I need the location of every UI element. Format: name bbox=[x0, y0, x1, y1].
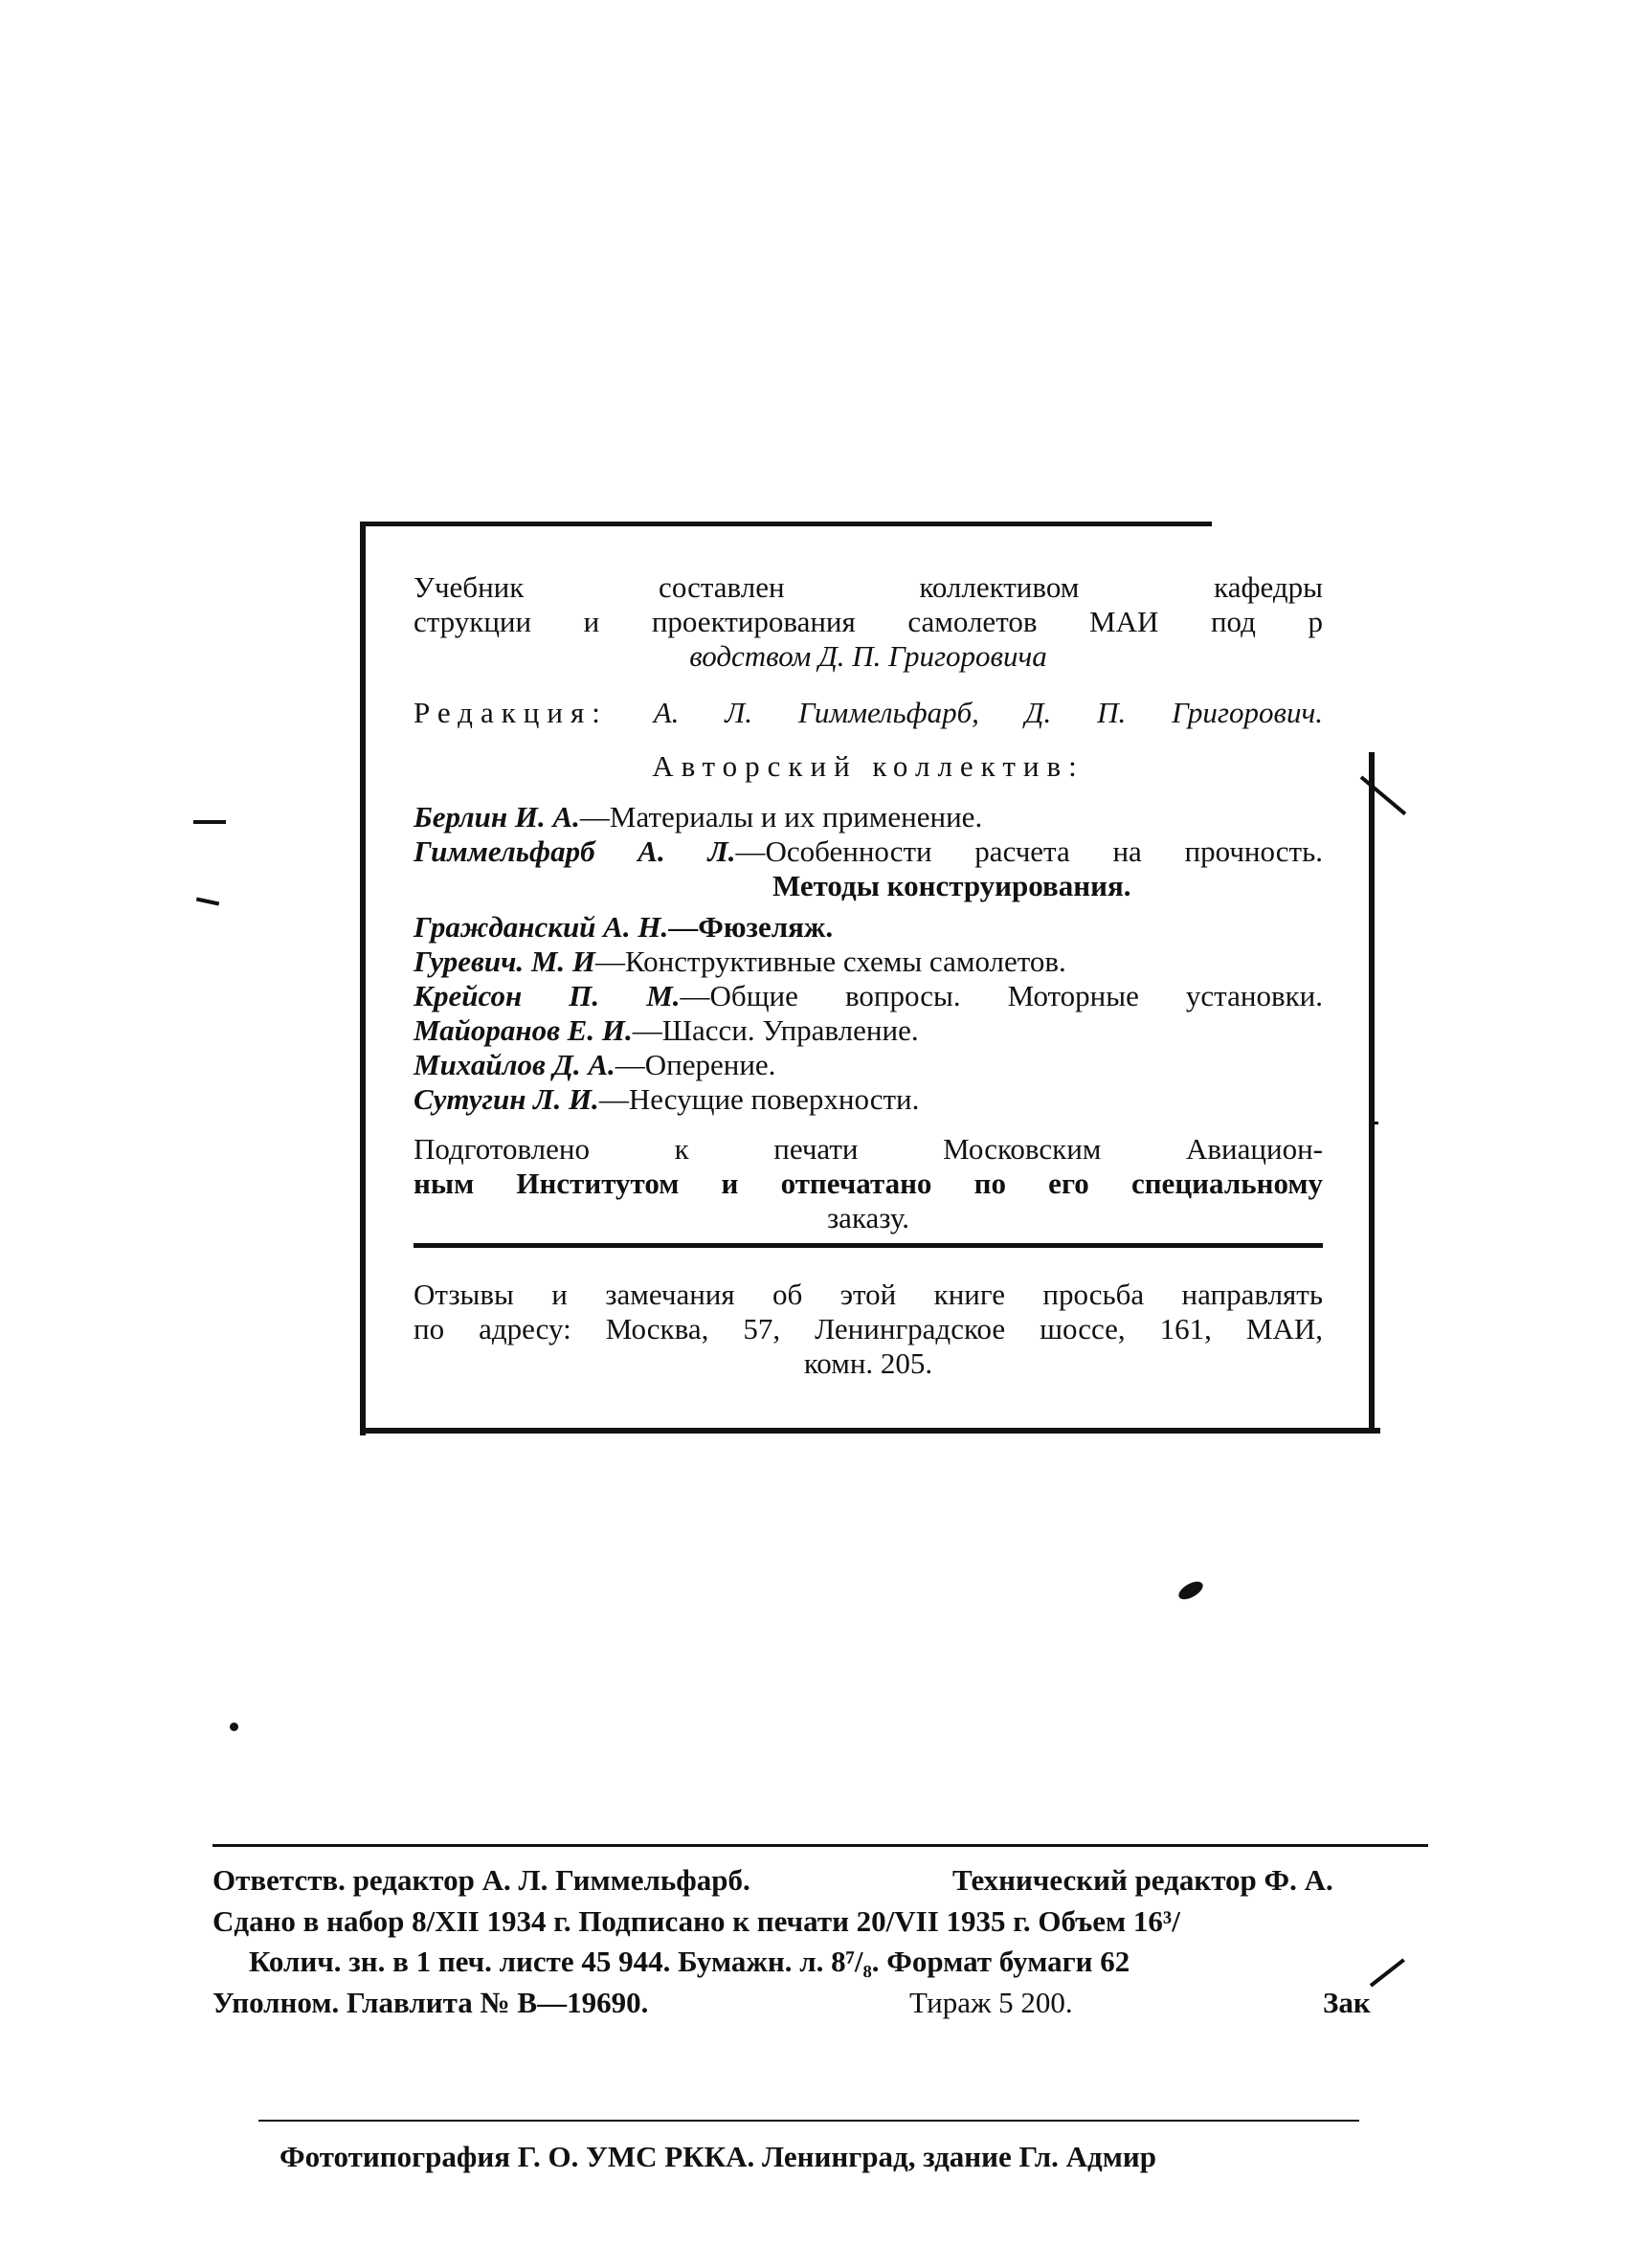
intro-line-2: струкции и проектирования самолетов МАИ под р bbox=[414, 605, 1323, 638]
imprint-rule-bottom bbox=[258, 2120, 1359, 2122]
imprint-print-run: Тираж 5 200. bbox=[909, 1986, 1073, 2019]
frame-bottom-border bbox=[366, 1428, 1380, 1434]
scan-mark bbox=[230, 1723, 238, 1731]
prepared-line-3: заказу. bbox=[826, 1201, 910, 1234]
frame-top-border bbox=[360, 522, 1212, 526]
author-topic: —Оперение. bbox=[615, 1048, 776, 1081]
scan-mark bbox=[1370, 1958, 1405, 1987]
author-row bbox=[414, 1048, 1323, 1082]
author-row bbox=[414, 1082, 1323, 1117]
intro-line-1: Учебник составлен коллективом кафедры bbox=[414, 570, 1323, 604]
author-row bbox=[414, 910, 1323, 945]
author-row bbox=[414, 979, 1323, 1013]
imprint-rule-top bbox=[213, 1844, 1428, 1847]
scan-mark bbox=[193, 820, 226, 824]
author-name: Михайлов Д. А. bbox=[414, 1048, 615, 1081]
feedback-line-1: Отзывы и замечания об этой книге просьба направлять bbox=[414, 1278, 1323, 1311]
author-name: Крейсон П. М. bbox=[414, 979, 681, 1012]
author-name: Гиммельфарб А. Л. bbox=[414, 834, 736, 868]
scan-mark bbox=[1371, 1122, 1378, 1124]
imprint-dates: Сдано в набор 8/XII 1934 г. Подписано к печати 20/VII 1935 г. Объем 16³/ bbox=[213, 1904, 1180, 1938]
author-topic: —Особенности расчета на прочность. bbox=[735, 834, 1323, 868]
feedback-line-3: комн. 205. bbox=[803, 1346, 933, 1380]
author-topic: —Материалы и их применение. bbox=[579, 800, 983, 834]
imprint-printer: Фототипография Г. О. УМС РККА. Ленинград, здание Гл. Адмир bbox=[280, 2140, 1156, 2173]
author-name: Сутугин Л. И. bbox=[414, 1082, 599, 1116]
author-name: Берлин И. А. bbox=[414, 800, 580, 834]
editors-line bbox=[414, 696, 1323, 730]
author-topic: —Общие вопросы. Моторные установки. bbox=[680, 979, 1323, 1012]
author-row bbox=[414, 1013, 1323, 1048]
editors-label: Редакция: bbox=[414, 696, 608, 729]
author-name: Гражданский А. Н. bbox=[414, 910, 669, 944]
section-divider bbox=[414, 1243, 1323, 1248]
scan-mark bbox=[1360, 775, 1407, 815]
author-topic: —Фюзеляж. bbox=[668, 910, 834, 944]
scan-mark bbox=[196, 898, 219, 906]
collective-title: Авторский коллектив: bbox=[652, 749, 1085, 783]
author-topic: —Конструктивные схемы самолетов. bbox=[595, 945, 1066, 978]
author-name: Майоранов Е. И. bbox=[414, 1013, 633, 1047]
frame-left-border bbox=[360, 522, 366, 1435]
author-topic: —Несущие поверхности. bbox=[598, 1082, 920, 1116]
author-row bbox=[414, 834, 1323, 869]
editors-names: А. Л. Гиммельфарб, Д. П. Григорович. bbox=[653, 696, 1324, 729]
intro-line-3: водством Д. П. Григоровича bbox=[689, 639, 1047, 673]
imprint-responsible-editor: Ответств. редактор А. Л. Гиммельфарб. bbox=[213, 1863, 750, 1897]
author-row bbox=[414, 945, 1323, 979]
imprint-order: Зак bbox=[1323, 1986, 1371, 2019]
imprint-glavlit: Уполном. Главлита № В—19690. bbox=[213, 1986, 649, 2019]
feedback-line-2: по адресу: Москва, 57, Ленинградское шоссе, 161, МАИ, bbox=[414, 1312, 1323, 1345]
prepared-line-2: ным Институтом и отпечатано по его специальному bbox=[414, 1167, 1323, 1200]
scan-mark bbox=[1175, 1578, 1205, 1603]
author-topic: —Шасси. Управление. bbox=[632, 1013, 919, 1047]
frame-right-border bbox=[1369, 752, 1375, 1434]
author-name: Гуревич. М. И bbox=[414, 945, 596, 978]
author-row bbox=[772, 869, 1131, 903]
imprint-print-specs: Колич. зн. в 1 печ. листе 45 944. Бумажн. л. 8⁷/₈. Формат бумаги 62 bbox=[249, 1945, 1130, 1978]
prepared-line-1: Подготовлено к печати Московским Авиацион- bbox=[414, 1132, 1323, 1166]
imprint-technical-editor: Технический редактор Ф. А. bbox=[952, 1863, 1333, 1897]
author-topic: Методы конструирования. bbox=[772, 869, 1131, 902]
author-row bbox=[414, 800, 1323, 834]
